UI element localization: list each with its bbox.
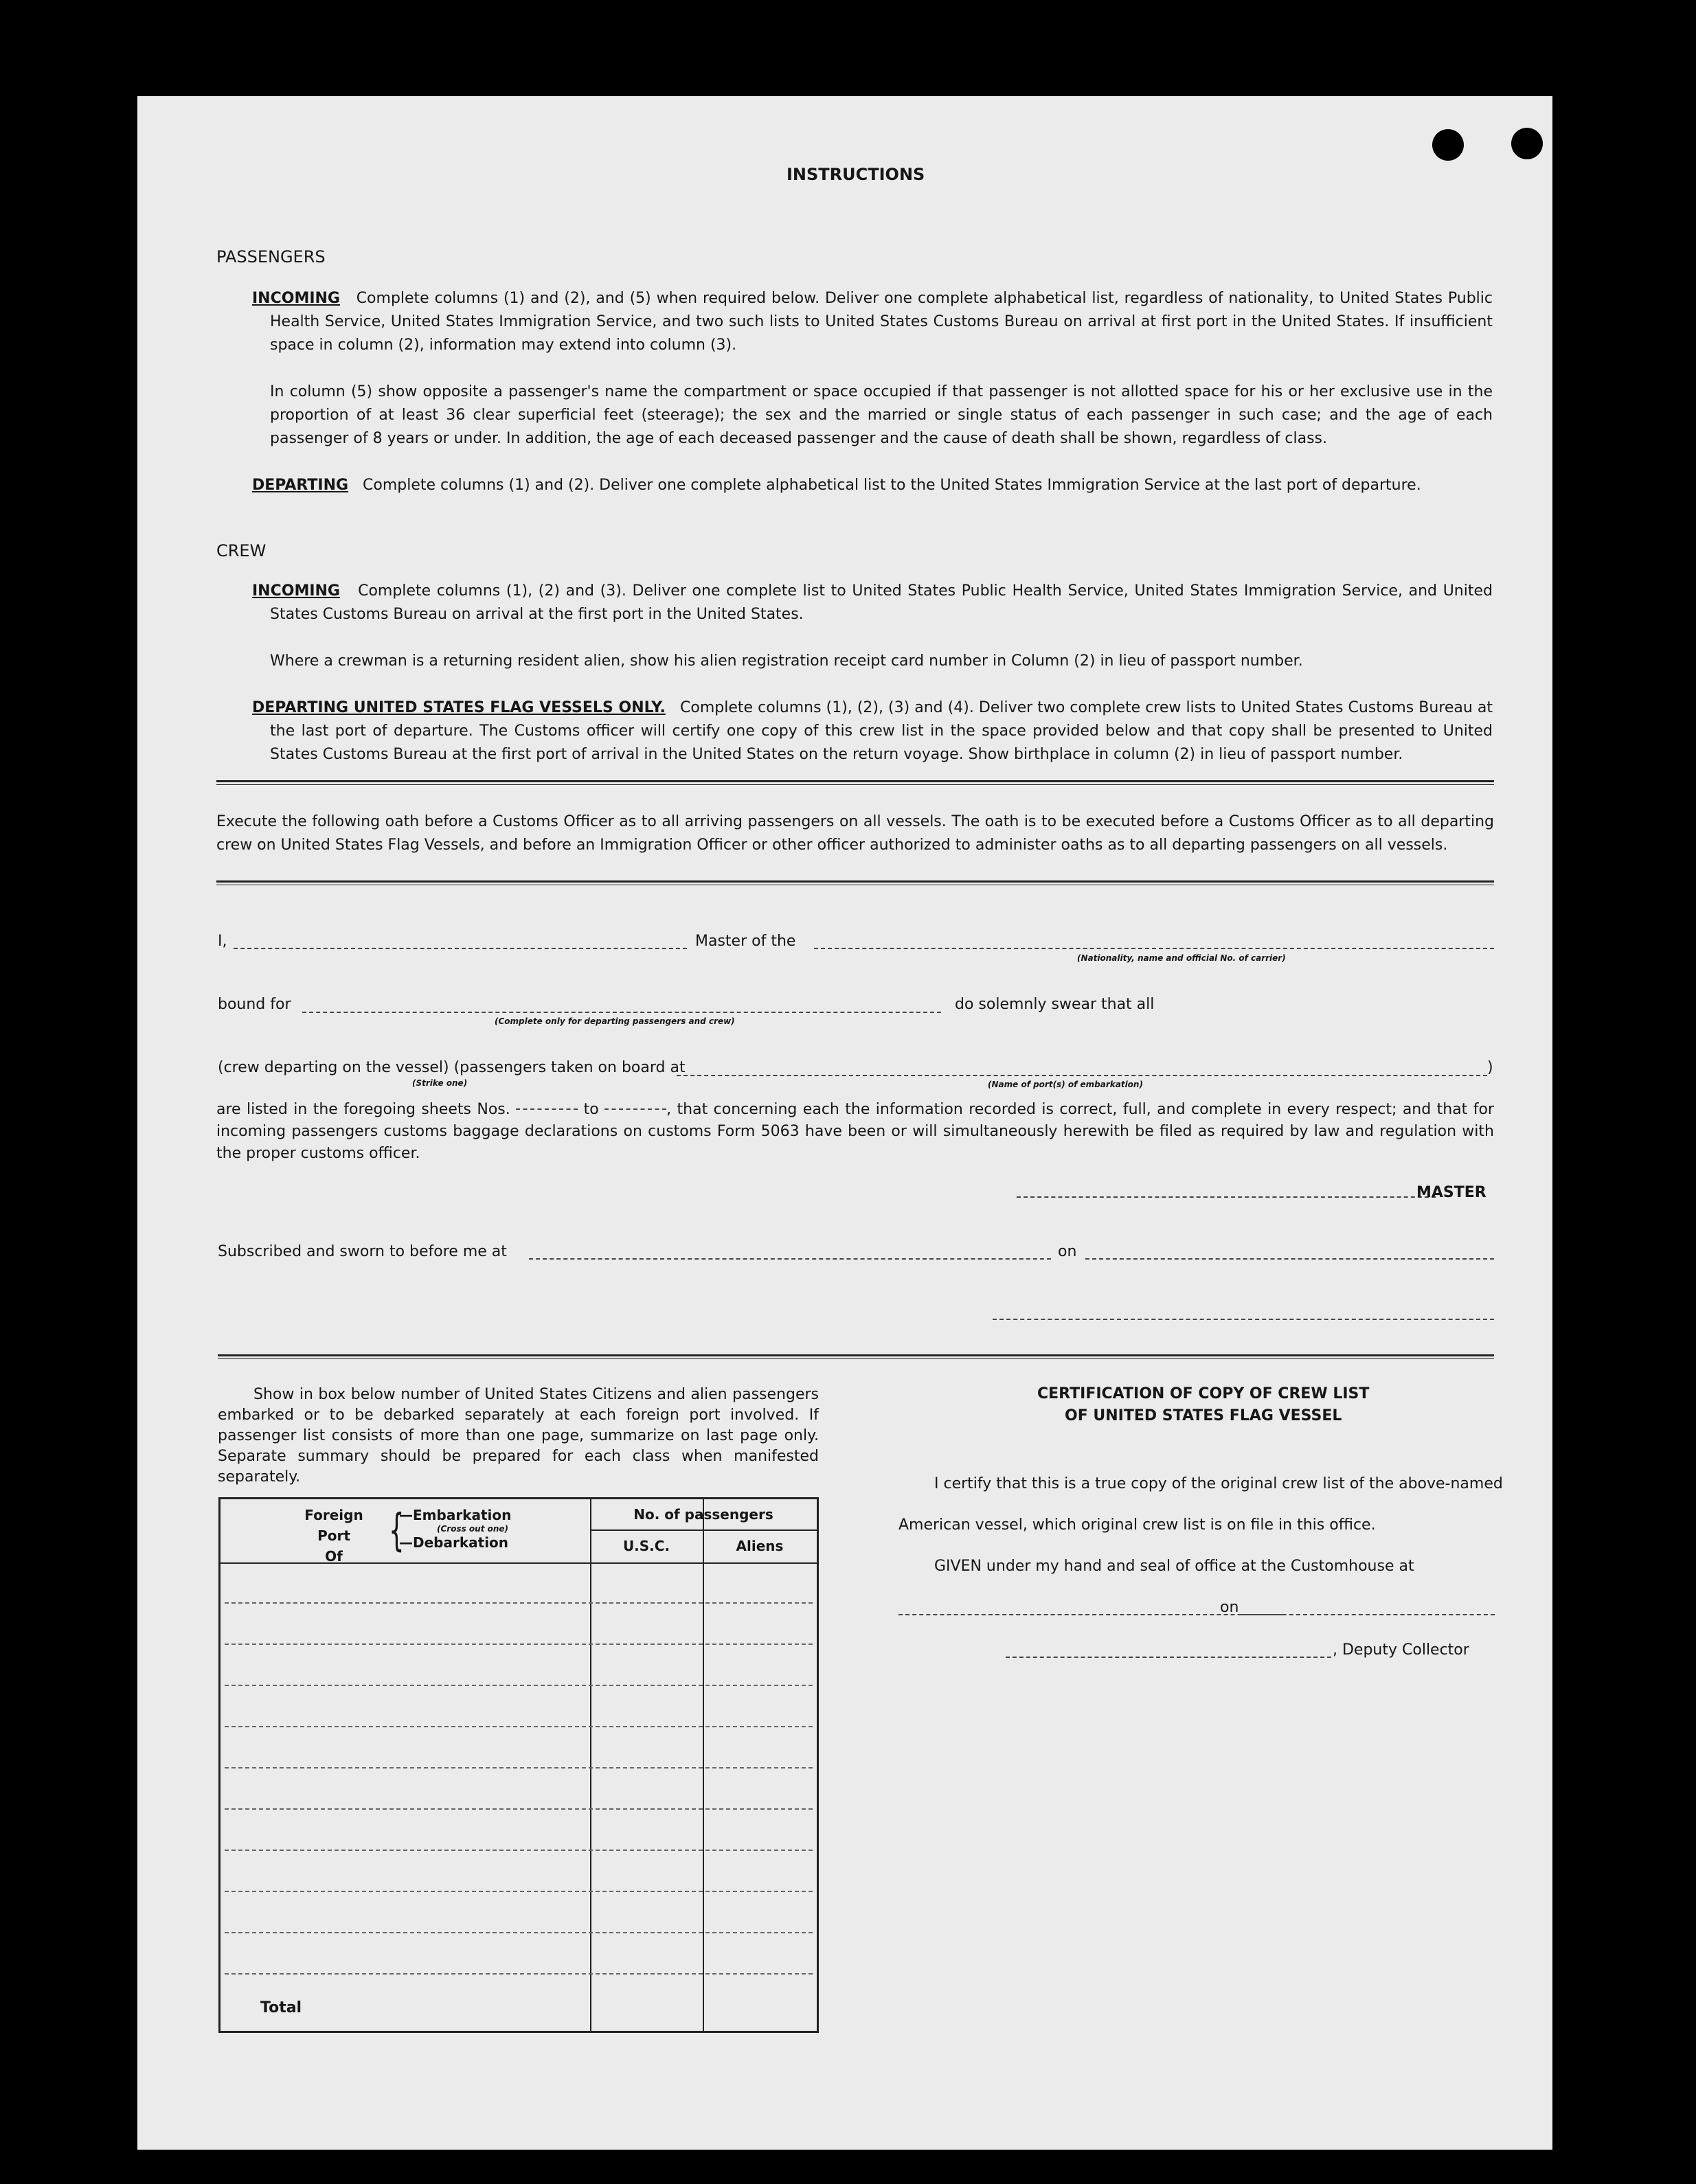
passengers-departing-paragraph	[252, 474, 1493, 497]
passengers-incoming-text: Complete columns (1) and (2), and (5) when required below. Deliver one complete alphabetical list, regardless of nationality, to United States Public Health Service, United States Immigration Service, and two such lists to United States Customs Bureau on arrival at first port in the United States. If insufficient space in column (2), information may extend into column (3).	[270, 290, 1493, 354]
foreign-port-header: Foreign Port Of	[304, 1507, 363, 1565]
crew-incoming-text: Complete columns (1), (2) and (3). Deliver one complete list to United States Public Health Service, United States Immigration Service, and United States Customs Bureau on arrival at the first port in the United States.	[270, 582, 1493, 623]
divider	[216, 780, 1494, 785]
cross-out-note: (Cross out one)	[437, 1524, 509, 1534]
master-label: MASTER	[1416, 1184, 1486, 1201]
table-row[interactable]	[225, 1643, 813, 1645]
cert-on-label: on	[1220, 1599, 1239, 1616]
table-row[interactable]	[225, 1602, 813, 1604]
passengers-departing-text: Complete columns (1) and (2). Deliver one complete alphabetical list to the United States Immigration Service at the last port of departure.	[363, 477, 1421, 494]
certification-heading: CERTIFICATION OF COPY OF CREW LIST OF UNITED STATES FLAG VESSEL	[1037, 1385, 1370, 1424]
crew-heading: CREW	[216, 541, 267, 560]
punch-hole	[1432, 129, 1464, 161]
passenger-summary-table	[218, 1497, 819, 2033]
crew-departing-text: Complete columns (1), (2), (3) and (4). Deliver two complete crew lists to United States Customs Bureau at the last port of departure. The Customs officer will certify one copy of this crew list in the space provided below and that copy shall be presented to United States Customs Bureau at the first port of arrival in the United States on the return voyage. Show birthplace in column (2) in lieu of passport number.	[270, 699, 1493, 763]
certify-line1: I certify that this is a true copy of the original crew list of the above-named	[934, 1475, 1503, 1492]
listed-text-b: , that concerning each the information recorded is correct, full, and complete in every respect; and that for incoming passengers customs baggage declarations on customs Form 5063 have been or will simultaneously herewith be filed as required by law and regulation with the proper customs officer.	[216, 1101, 1494, 1162]
page-title: INSTRUCTIONS	[787, 165, 925, 184]
no-passengers-header: No. of passengers	[633, 1506, 773, 1523]
sworn-on-label: on	[1058, 1243, 1077, 1260]
table-row[interactable]	[225, 1767, 813, 1768]
strike-one-note: (Strike one)	[412, 1078, 468, 1088]
complete-only-note: (Complete only for departing passengers and crew)	[495, 1016, 735, 1026]
usc-header: U.S.C.	[622, 1538, 670, 1554]
debarkation-option[interactable]: —Debarkation	[399, 1534, 509, 1551]
total-label: Total	[260, 1999, 302, 2016]
cert-date-field[interactable]	[1241, 1614, 1495, 1615]
swear-label: do solemnly swear that all	[955, 996, 1155, 1013]
table-row[interactable]	[225, 1808, 813, 1810]
table-row[interactable]	[225, 1850, 813, 1851]
passengers-heading: PASSENGERS	[216, 247, 326, 266]
crew-resident-paragraph: Where a crewman is a returning resident alien, show his alien registration receipt card number in Column (2) in lieu of passport number.	[270, 652, 1303, 670]
table-row[interactable]	[225, 1932, 813, 1933]
master-of-label: Master of the	[695, 933, 796, 950]
master-name-field[interactable]	[234, 948, 687, 949]
sworn-date-field[interactable]	[1085, 1258, 1494, 1260]
passengers-departing-label: DEPARTING	[252, 477, 349, 494]
subscribed-label: Subscribed and sworn to before me at	[218, 1243, 507, 1260]
nationality-note: (Nationality, name and official No. of carrier)	[1077, 953, 1286, 963]
bound-for-field[interactable]	[302, 1012, 941, 1013]
crew-departing-label: DEPARTING UNITED STATES FLAG VESSELS ONLY.	[252, 699, 666, 716]
listed-paragraph	[216, 1099, 1494, 1165]
summary-intro: Show in box below number of United States Citizens and alien passengers embarked or to be debarked separately at each foreign port involved. If passenger list consists of more than one page, summarize on last page only. Separate summary should be prepared for each class when manifested separately.	[218, 1386, 819, 1486]
bound-for-label: bound for	[218, 996, 291, 1013]
certify-line2: American vessel, which original crew list is on file in this office.	[898, 1516, 1376, 1534]
divider	[218, 1354, 1494, 1359]
crew-departing-paragraph	[252, 696, 1493, 766]
sworn-place-field[interactable]	[529, 1258, 1051, 1260]
aliens-header: Aliens	[736, 1538, 784, 1554]
sheet-from-field[interactable]	[516, 1108, 578, 1110]
passengers-incoming-label: INCOMING	[252, 290, 340, 307]
port-name-note: (Name of port(s) of embarkation)	[988, 1080, 1143, 1089]
table-row[interactable]	[225, 1685, 813, 1686]
master-signature-field[interactable]	[1017, 1196, 1436, 1198]
punch-hole	[1511, 128, 1543, 159]
brace-icon: {	[389, 1505, 405, 1556]
table-row[interactable]	[225, 1973, 813, 1975]
passengers-incoming-paragraph	[252, 287, 1493, 357]
document-page	[137, 96, 1552, 2150]
deputy-signature-field[interactable]	[1006, 1657, 1331, 1658]
carrier-field[interactable]	[814, 948, 1494, 949]
deputy-collector-label: , Deputy Collector	[1333, 1641, 1469, 1659]
table-row[interactable]	[225, 1891, 813, 1892]
officer-signature-field[interactable]	[993, 1319, 1494, 1320]
embarkation-port-field[interactable]	[677, 1075, 1487, 1076]
oath-i-label: I,	[218, 933, 227, 950]
given-line: GIVEN under my hand and seal of office at the Customhouse at	[934, 1558, 1414, 1575]
oath-intro: Execute the following oath before a Customs Officer as to all arriving passengers on all vessels. The oath is to be executed before a Customs Officer as to all departing crew on United States Flag Vessels, and before an Immigration Officer or other officer authorized to administer oaths as to all departing passengers on all vessels.	[216, 813, 1494, 854]
embarkation-option[interactable]: —Embarkation	[399, 1507, 512, 1523]
crew-incoming-paragraph	[252, 580, 1493, 626]
crew-departing-label: (crew departing on the vessel) (passengers taken on board at	[218, 1059, 686, 1076]
divider	[216, 880, 1494, 885]
table-row[interactable]	[225, 1726, 813, 1727]
passengers-column5-paragraph: In column (5) show opposite a passenger's name the compartment or space occupied if that passenger is not allotted space for his or her exclusive use in the proportion of at least 36 clear superficial feet (steerage); the sex and the married or single status of each passenger in such case; and the age of each passenger of 8 years or under. In addition, the age of each deceased passenger and the cause of death shall be shown, regardless of class.	[270, 383, 1493, 447]
sheet-to-field[interactable]	[604, 1108, 666, 1110]
listed-text-a: are listed in the foregoing sheets Nos.	[216, 1101, 510, 1118]
close-paren: )	[1487, 1059, 1493, 1076]
crew-incoming-label: INCOMING	[252, 582, 340, 600]
listed-to: to	[583, 1101, 599, 1118]
